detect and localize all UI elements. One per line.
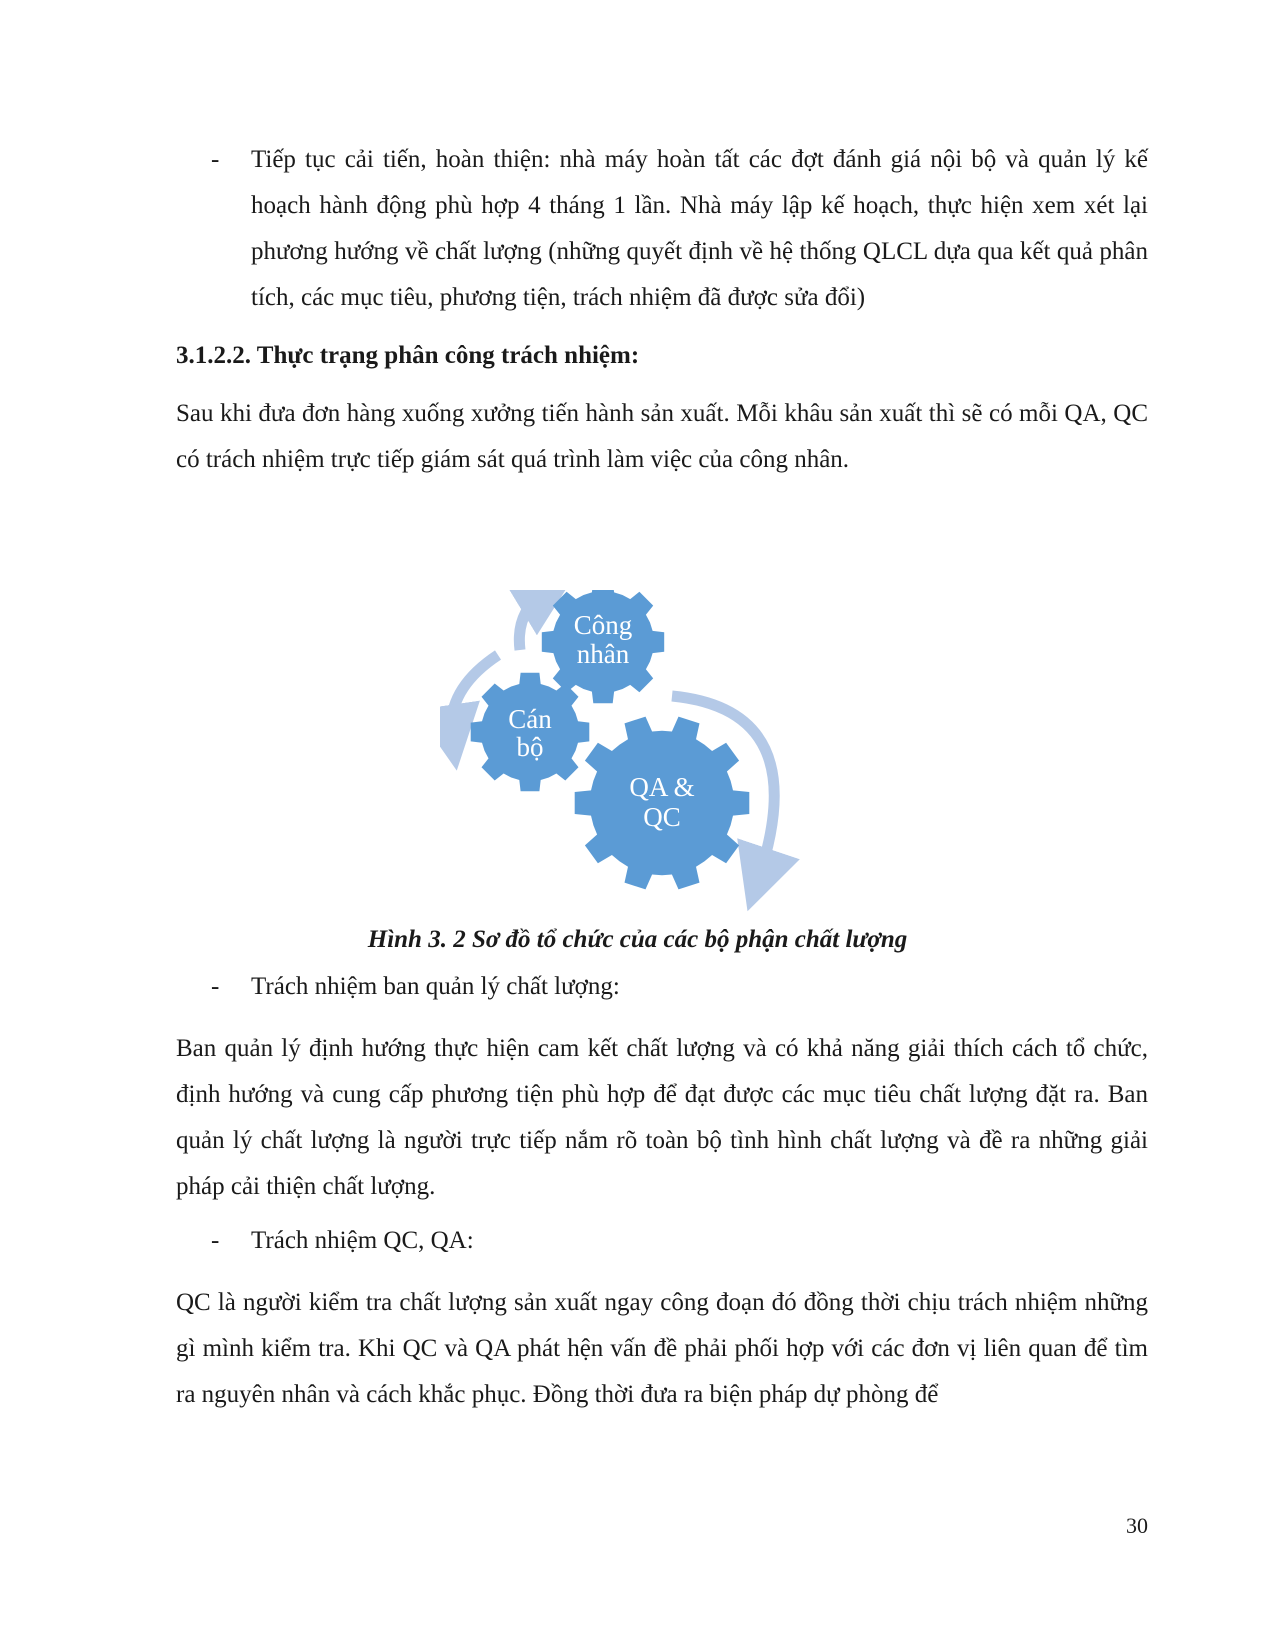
quality-organization-diagram [440, 590, 840, 940]
bullet-text: Trách nhiệm ban quản lý chất lượng: [251, 973, 620, 1000]
gear-label-line2: nhân [576, 639, 630, 669]
gear-label-line1: Công [573, 610, 633, 640]
gear-label-line1: QA & [629, 772, 695, 802]
bullet-dash: - [211, 973, 220, 1000]
gear-label-line2: QC [643, 802, 681, 832]
bullet-dash: - [211, 146, 220, 173]
qc-paragraph: QC là người kiểm tra chất lượng sản xuất ngay công đoạn đó đồng thời chịu trách nhiệm những gì mình kiểm tra. Khi QC và QA phát hện vấn đề phải phối hợp với các đơn vị liên quan để tìm ra nguyên nhân và cách khắc phục. Đồng thời đưa ra biện pháp dự phòng để [176, 1289, 1148, 1408]
section-heading: 3.1.2.2. Thực trạng phân công trách nhiệm: [176, 342, 640, 369]
bullet-qc-qa-responsibility [211, 1218, 1148, 1264]
gear-qa-qc [575, 717, 750, 890]
intro-paragraph: Sau khi đưa đơn hàng xuống xưởng tiến hành sản xuất. Mỗi khâu sản xuất thì sẽ có mỗi QA, QC có trách nhiệm trực tiếp giám sát quá trình làm việc của công nhân. [176, 400, 1148, 473]
gear-label-line2: bộ [516, 732, 544, 762]
bullet-management-responsibility [211, 964, 1148, 1010]
gear-can-bo [471, 673, 590, 792]
figure-caption: Hình 3. 2 Sơ đồ tổ chức của các bộ phận chất lượng [367, 926, 908, 953]
gear-label-line1: Cán [508, 704, 552, 734]
management-paragraph: Ban quản lý định hướng thực hiện cam kết chất lượng và có khả năng giải thích cách tổ chức, định hướng và cung cấp phương tiện phù hợp để đạt được các mục tiêu chất lượng đặt ra. Ban quản lý chất lượng là người trực tiếp nắm rõ toàn bộ tình hình chất lượng và đề ra những giải pháp cải thiện chất lượng. [176, 1035, 1148, 1200]
bullet-continuous-improvement [211, 137, 1148, 321]
gear-cong-nhan [542, 590, 664, 703]
page-number: 30 [1126, 1513, 1148, 1538]
bullet-dash: - [211, 1227, 220, 1254]
bullet-text: Tiếp tục cải tiến, hoàn thiện: nhà máy hoàn tất các đợt đánh giá nội bộ và quản lý kế hoạch hành động phù hợp 4 tháng 1 lần. Nhà máy lập kế hoạch, thực hiện xem xét lại phương hướng về chất lượng (những quyết định về hệ thống QLCL dựa qua kết quả phân tích, các mục tiêu, phương tiện, trách nhiệm đã được sửa đổi) [251, 146, 1148, 311]
bullet-text: Trách nhiệm QC, QA: [251, 1227, 474, 1254]
